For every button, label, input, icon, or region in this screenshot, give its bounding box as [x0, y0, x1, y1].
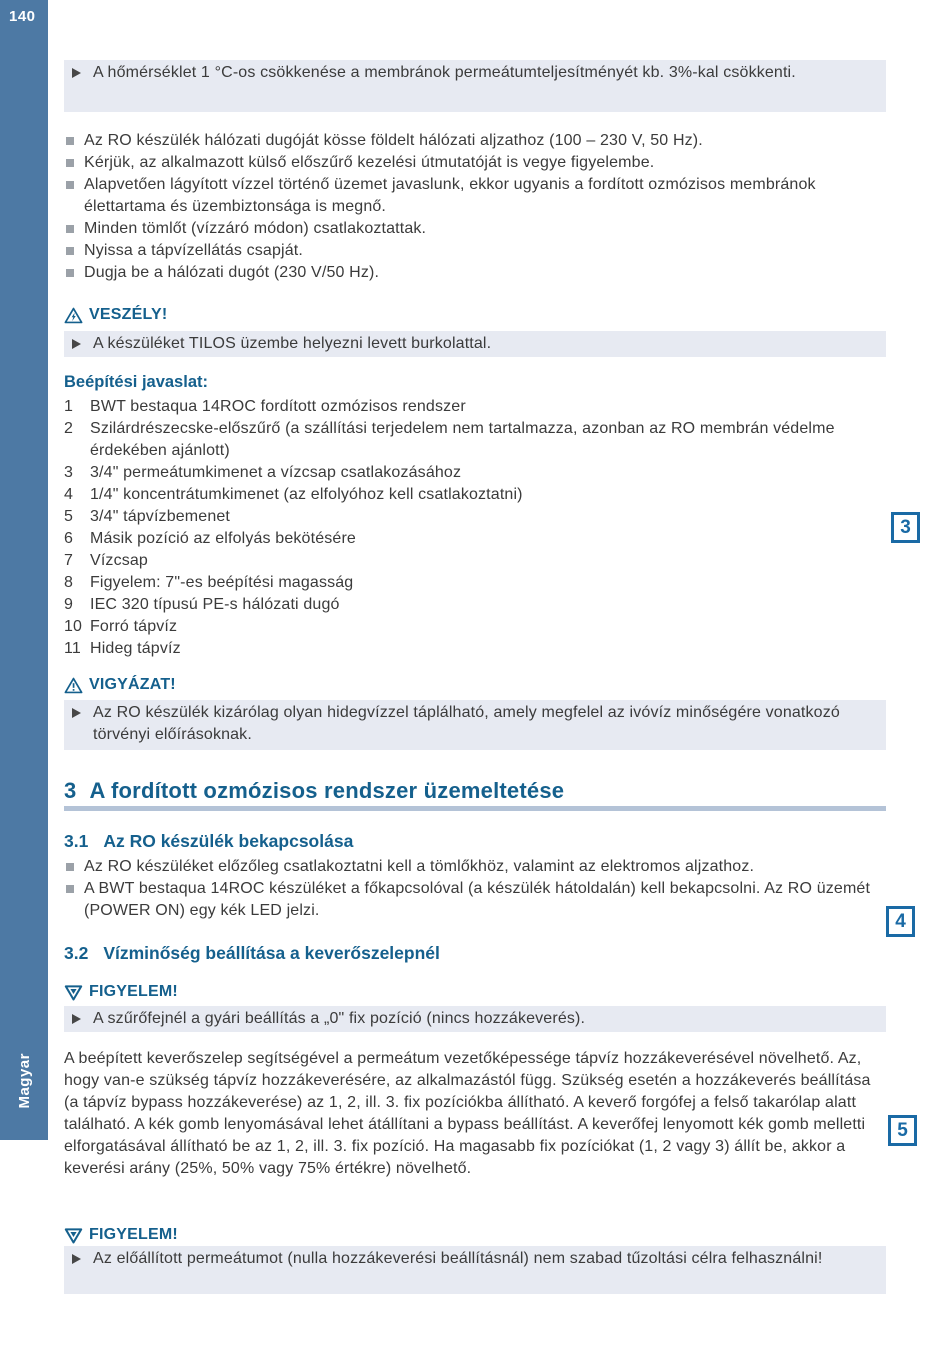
right-arrow-bullet-icon	[72, 1254, 81, 1264]
chapter-number: 3	[64, 778, 77, 803]
figure-ref-5: 5	[888, 1115, 917, 1146]
list-item-text: Az RO készülék hálózati dugóját kösse földelt hálózati aljzathoz (100 – 230 V, 50 Hz).	[84, 132, 703, 149]
note-text: A hőmérséklet 1 °C-os csökkenése a membránok permeátumteljesítményét kb. 3%-kal csökkenti.	[93, 64, 796, 81]
item-text: 3/4" tápvízbemenet	[90, 508, 231, 525]
numbered-item	[64, 550, 886, 572]
list-item-text: Kérjük, az alkalmazott külső előszűrő kezelési útmutatóját is vegye figyelembe.	[84, 154, 655, 171]
numbered-item	[64, 616, 886, 638]
list-item-text: Minden tömlőt (vízzáró módon) csatlakoztattak.	[84, 220, 427, 237]
section-title: Vízminőség beállítása a keverőszelepnél	[103, 943, 440, 963]
numbered-item	[64, 572, 886, 594]
attention-title: FIGYELEM!	[89, 1226, 178, 1243]
square-bullet-icon	[66, 247, 74, 255]
section-31-heading	[64, 831, 886, 852]
item-text: Vízcsap	[90, 552, 148, 569]
numbered-item	[64, 594, 886, 616]
section-31-bullet-list	[64, 856, 886, 922]
square-bullet-icon	[66, 159, 74, 167]
attention-heading	[64, 1226, 886, 1244]
item-number: 11	[64, 640, 81, 657]
item-text: Forró tápvíz	[90, 618, 178, 635]
install-numbered-list	[64, 396, 886, 660]
right-arrow-bullet-icon	[72, 1014, 81, 1024]
list-item-text: A BWT bestaqua 14ROC készüléket a főkapcsolóval (a készülék hátoldalán) kell bekapcsolni. Az RO üzemét (POWER ON) egy kék LED jelzi.	[84, 880, 871, 919]
item-number: 2	[64, 420, 74, 437]
section-number: 3.1	[64, 831, 89, 851]
danger-heading	[64, 306, 886, 324]
numbered-item	[64, 638, 886, 660]
list-item	[64, 174, 886, 218]
square-bullet-icon	[66, 885, 74, 893]
caution-note	[64, 700, 886, 750]
item-text: 1/4" koncentrátumkimenet (az elfolyóhoz kell csatlakoztatni)	[90, 486, 523, 503]
square-bullet-icon	[66, 269, 74, 277]
list-item	[64, 218, 886, 240]
attention-note-text: A szűrőfejnél a gyári beállítás a „0" fix pozíció (nincs hozzákeverés).	[93, 1010, 586, 1027]
item-number: 10	[64, 618, 83, 635]
item-number: 6	[64, 530, 74, 547]
list-item	[64, 878, 886, 922]
page-number: 140	[9, 8, 36, 25]
chapter-heading-rule	[64, 806, 886, 811]
caution-title: VIGYÁZAT!	[89, 676, 176, 693]
square-bullet-icon	[66, 863, 74, 871]
item-number: 5	[64, 508, 74, 525]
right-arrow-bullet-icon	[72, 708, 81, 718]
section-title: Az RO készülék bekapcsolása	[103, 831, 354, 851]
item-number: 1	[64, 398, 74, 415]
item-number: 3	[64, 464, 74, 481]
right-arrow-bullet-icon	[72, 68, 81, 78]
setup-bullet-list	[64, 130, 886, 284]
danger-note-text: A készüléket TILOS üzembe helyezni levett burkolattal.	[93, 335, 492, 352]
item-number: 9	[64, 596, 74, 613]
item-number: 7	[64, 552, 74, 569]
list-item	[64, 152, 886, 174]
attention-note	[64, 1006, 886, 1032]
language-tab-label: Magyar	[15, 1053, 33, 1109]
item-text: IEC 320 típusú PE-s hálózati dugó	[90, 596, 340, 613]
numbered-item	[64, 484, 886, 506]
attention-heading	[64, 983, 886, 1001]
numbered-item	[64, 506, 886, 528]
list-item-text: Az RO készüléket előzőleg csatlakoztatni kell a tömlőkhöz, valamint az elektromos aljzathoz.	[84, 858, 755, 875]
figure-ref-4: 4	[886, 906, 915, 937]
item-text: 3/4" permeátumkimenet a vízcsap csatlakozásához	[90, 464, 462, 481]
list-item	[64, 262, 886, 284]
chapter-title: A fordított ozmózisos rendszer üzemeltetése	[89, 778, 565, 803]
attention-note-text: Az előállított permeátumot (nulla hozzákeverési beállításnál) nem szabad tűzoltási célra felhasználni!	[93, 1250, 823, 1267]
exclamation-triangle-icon	[64, 677, 83, 694]
list-item-text: Dugja be a hálózati dugót (230 V/50 Hz).	[84, 264, 380, 281]
figure-ref-3: 3	[891, 512, 920, 543]
numbered-item	[64, 462, 886, 484]
square-bullet-icon	[66, 137, 74, 145]
item-text: Szilárdrészecske-előszűrő (a szállítási terjedelem nem tartalmazza, azonban az RO membrán védelme érdekében ajánlott)	[90, 420, 835, 459]
list-item-text: Nyissa a tápvízellátás csapját.	[84, 242, 303, 259]
danger-note	[64, 331, 886, 357]
mixing-valve-paragraph: A beépített keverőszelep segítségével a permeátum vezetőképessége tápvíz hozzákeverésével növelhető. Az, hogy van-e szükség tápvíz hozzákeverésére, az alkalmazástól függ. Szükség esetén a hozzákeverés beállítása (a tápvíz bypass hozzákeverése) az 1, 2, ill. 3. fix pozíciókba állítható. A keverő forgófej a felső takarólap alatt található. A kék gomb lenyomásával lehet átállítani a bypass beállítást. A keverőfej lenyomott kék gomb melletti elforgatásával állítható be az 1, 2, ill. 3. fix pozíció. Ha magasabb fix pozíciókat (1, 2 vagy 3) állít be, akkor a keverési arány (25%, 50% vagy 75% értékre) növelhető.	[64, 1050, 871, 1177]
list-item	[64, 240, 886, 262]
caution-heading	[64, 676, 886, 694]
square-bullet-icon	[66, 225, 74, 233]
caution-note-text: Az RO készülék kizárólag olyan hidegvízzel táplálható, amely megfelel az ivóvíz minőségére vonatkozó törvényi előírásoknak.	[93, 704, 840, 743]
square-bullet-icon	[66, 181, 74, 189]
item-text: Hideg tápvíz	[90, 640, 181, 657]
attention-note	[64, 1246, 886, 1294]
list-item	[64, 856, 886, 878]
section-32-heading	[64, 943, 886, 964]
language-tab	[0, 1030, 48, 1132]
attention-title: FIGYELEM!	[89, 983, 178, 1000]
chapter-heading	[64, 778, 886, 804]
danger-title: VESZÉLY!	[89, 306, 168, 323]
install-subheading: Beépítési javaslat:	[64, 373, 208, 391]
item-number: 4	[64, 486, 74, 503]
electric-hazard-triangle-icon	[64, 307, 83, 324]
item-text: BWT bestaqua 14ROC fordított ozmózisos rendszer	[90, 398, 466, 415]
item-number: 8	[64, 574, 74, 591]
item-text: Másik pozíció az elfolyás bekötésére	[90, 530, 356, 547]
numbered-item	[64, 528, 886, 550]
numbered-item	[64, 396, 886, 418]
numbered-item	[64, 418, 886, 462]
page-edge-bar	[0, 0, 48, 1140]
list-item	[64, 130, 886, 152]
nabla-triangle-icon	[64, 1227, 83, 1244]
right-arrow-bullet-icon	[72, 339, 81, 349]
list-item-text: Alapvetően lágyított vízzel történő üzemet javaslunk, ekkor ugyanis a fordított ozmózisos membránok élettartama és üzembiztonsága is megnő.	[84, 176, 816, 215]
section-number: 3.2	[64, 943, 89, 963]
nabla-triangle-icon	[64, 984, 83, 1001]
note-temperature	[64, 60, 886, 112]
item-text: Figyelem: 7"-es beépítési magasság	[90, 574, 354, 591]
